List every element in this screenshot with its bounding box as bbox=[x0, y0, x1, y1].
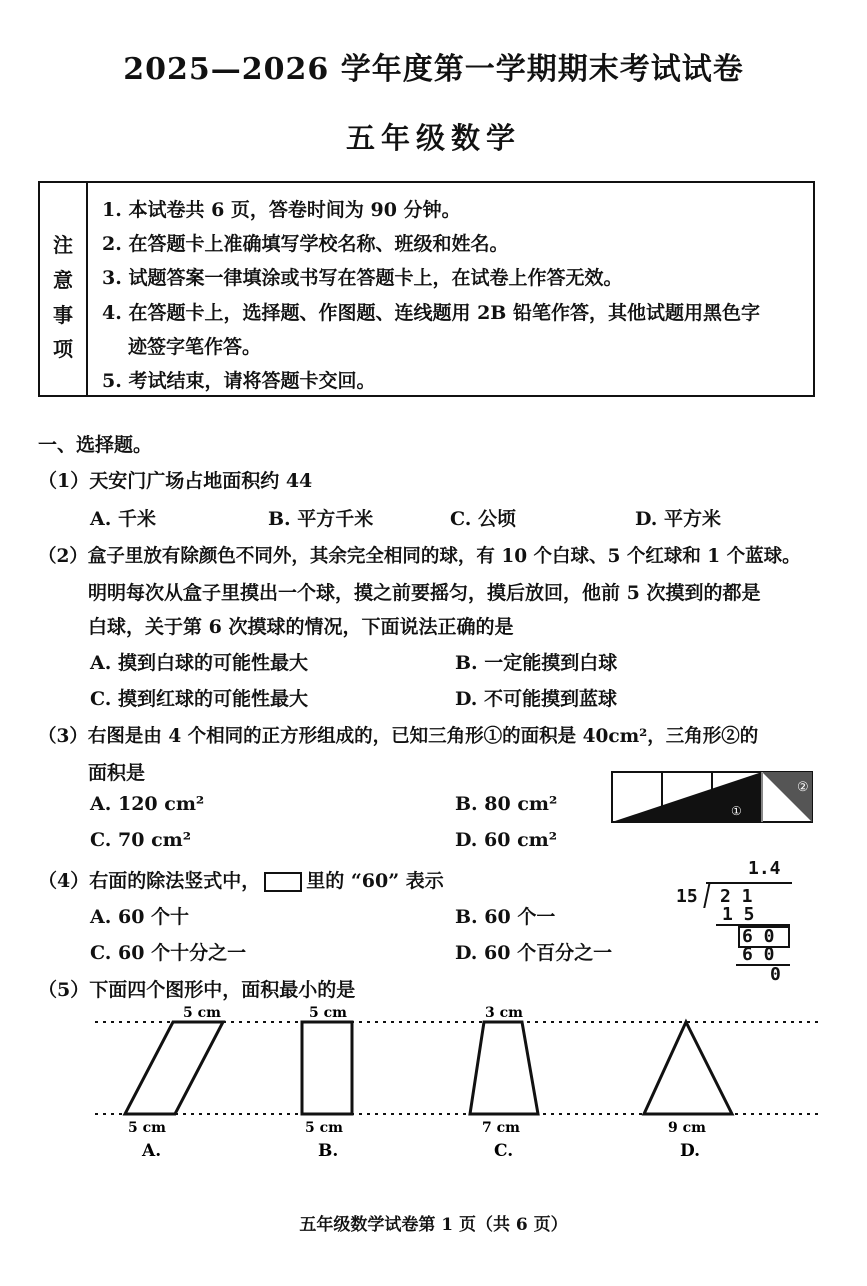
q5-shapes-figure bbox=[0, 1000, 867, 1170]
notice-head-char: 注 bbox=[53, 233, 73, 257]
notice-head-char: 项 bbox=[53, 337, 73, 361]
notice-head bbox=[40, 183, 88, 395]
shape-a-bottom-label: 5 cm bbox=[128, 1120, 166, 1136]
notice-item: 2. 在答题卡上准确填写学校名称、班级和姓名。 bbox=[102, 233, 509, 255]
shape-b-rectangle bbox=[302, 1022, 352, 1114]
notice-item: 5. 考试结束，请将答题卡交回。 bbox=[102, 370, 376, 392]
q2-stem-line: 白球，关于第 6 次摸球的情况，下面说法正确的是 bbox=[88, 616, 514, 638]
notice-item: 迹签字笔作答。 bbox=[128, 336, 262, 358]
q2-option-a: A. 摸到白球的可能性最大 bbox=[90, 652, 308, 674]
exam-subtitle: 五年级数学 bbox=[345, 121, 521, 155]
q4-division bbox=[676, 856, 796, 986]
division-step2: 6 0 bbox=[742, 926, 775, 947]
q2-stem-line: （2）盒子里放有除颜色不同外，其余完全相同的球，有 10 个白球、5 个红球和 1 个蓝球。 bbox=[38, 546, 801, 567]
shape-a-letter: A. bbox=[142, 1141, 162, 1161]
q2-option-d: D. 不可能摸到蓝球 bbox=[455, 688, 618, 710]
division-remainder: 0 bbox=[770, 964, 781, 985]
q4-option-c: C. 60 个十分之一 bbox=[90, 942, 247, 964]
shape-c-top-label: 3 cm bbox=[485, 1005, 523, 1021]
q4-option-a: A. 60 个十 bbox=[90, 906, 190, 928]
shape-a-top-label: 5 cm bbox=[183, 1005, 221, 1021]
shape-c-letter: C. bbox=[494, 1141, 514, 1161]
q1-option-a: A. 千米 bbox=[90, 508, 156, 530]
division-quotient: 1.4 bbox=[748, 858, 781, 879]
notice-item: 3. 试题答案一律填涂或书写在答题卡上，在试卷上作答无效。 bbox=[102, 267, 623, 289]
q1-stem: （1）天安门广场占地面积约 44 bbox=[38, 470, 313, 492]
q3-option-d: D. 60 cm² bbox=[455, 829, 558, 851]
division-divisor: 15 bbox=[676, 886, 698, 907]
division-step1: 1 5 bbox=[722, 904, 755, 925]
notice-box bbox=[38, 181, 815, 397]
q4-stem-after: 里的 “60” 表示 bbox=[306, 870, 444, 892]
q4-option-b: B. 60 个一 bbox=[455, 906, 556, 928]
q1-option-d: D. 平方米 bbox=[635, 508, 722, 530]
shape-b-top-label: 5 cm bbox=[309, 1005, 347, 1021]
q5-stem: （5）下面四个图形中，面积最小的是 bbox=[38, 979, 356, 1001]
notice-head-char: 事 bbox=[53, 303, 73, 327]
q3-option-c: C. 70 cm² bbox=[90, 829, 192, 851]
notice-head-char: 意 bbox=[53, 268, 73, 292]
q2-option-b: B. 一定能摸到白球 bbox=[455, 652, 618, 674]
exam-title: 2025—2026 学年度第一学期期末考试试卷 bbox=[123, 52, 744, 87]
shape-d-bottom-label: 9 cm bbox=[668, 1120, 706, 1136]
shape-a-parallelogram bbox=[125, 1022, 223, 1114]
division-step3: 6 0 bbox=[742, 944, 775, 965]
q4-inline-box bbox=[264, 872, 302, 892]
q1-option-c: C. 公顷 bbox=[450, 508, 517, 530]
q4-stem-before: （4）右面的除法竖式中， bbox=[38, 870, 261, 892]
q3-stem-line: 面积是 bbox=[88, 762, 146, 784]
division-dividend: 2 1 bbox=[720, 886, 753, 907]
q3-option-b: B. 80 cm² bbox=[455, 793, 558, 815]
notice-item: 1. 本试卷共 6 页，答卷时间为 90 分钟。 bbox=[102, 199, 461, 221]
page-footer: 五年级数学试卷第 1 页（共 6 页） bbox=[299, 1215, 568, 1235]
shape-b-bottom-label: 5 cm bbox=[305, 1120, 343, 1136]
q3-figure-label: ① bbox=[731, 804, 742, 818]
q2-option-c: C. 摸到红球的可能性最大 bbox=[90, 688, 309, 710]
q4-stem bbox=[38, 866, 444, 893]
q3-squares-figure bbox=[611, 771, 813, 823]
q3-figure-label: ② bbox=[797, 780, 809, 795]
section-title: 一、选择题。 bbox=[38, 434, 153, 456]
q2-stem-line: 明明每次从盒子里摸出一个球，摸之前要摇匀，摸后放回，他前 5 次摸到的都是 bbox=[88, 582, 761, 604]
q3-option-a: A. 120 cm² bbox=[90, 793, 205, 815]
notice-item: 4. 在答题卡上，选择题、作图题、连线题用 2B 铅笔作答，其他试题用黑色字 bbox=[102, 302, 760, 324]
shape-d-letter: D. bbox=[680, 1141, 701, 1161]
shape-d-triangle bbox=[644, 1022, 732, 1114]
q1-option-b: B. 平方千米 bbox=[268, 508, 374, 530]
shape-c-trapezoid bbox=[470, 1022, 538, 1114]
shape-b-letter: B. bbox=[318, 1141, 339, 1161]
q4-option-d: D. 60 个百分之一 bbox=[455, 942, 613, 964]
q3-stem-line: （3）右图是由 4 个相同的正方形组成的，已知三角形①的面积是 40cm²，三角形②的 bbox=[38, 726, 759, 747]
shape-c-bottom-label: 7 cm bbox=[482, 1120, 520, 1136]
